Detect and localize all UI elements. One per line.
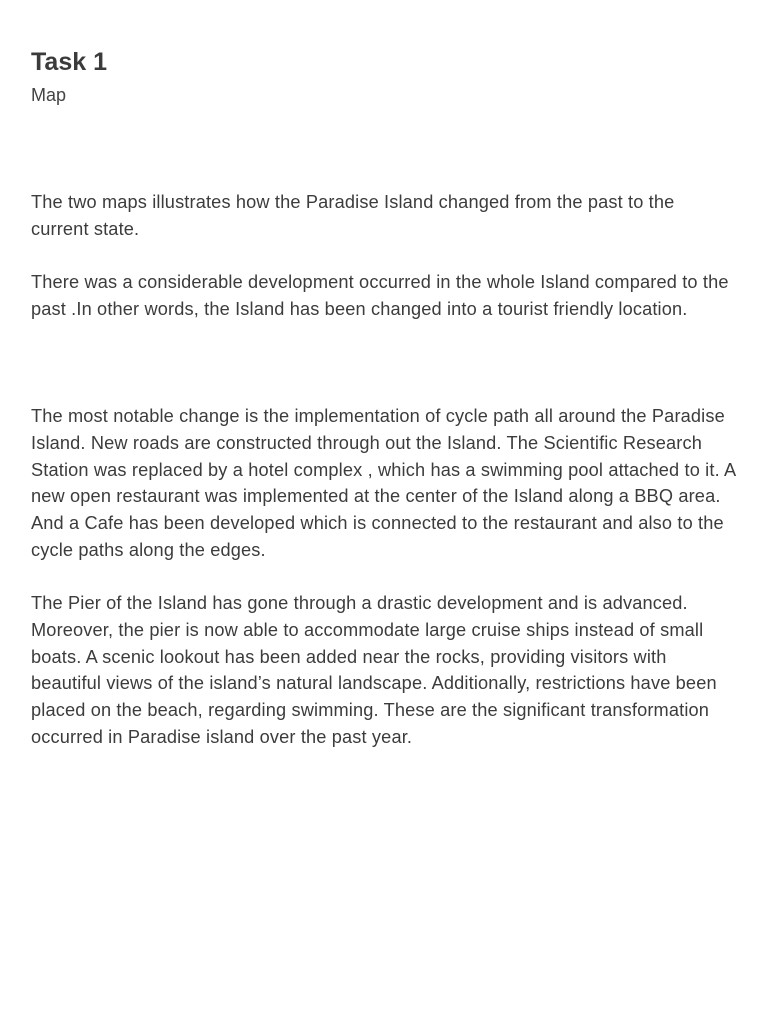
- paragraph-overview: There was a considerable development occurred in the whole Island compared to the past .In other words, the Island has been changed into a tourist friendly location.: [31, 272, 729, 319]
- paragraph-pier-changes: The Pier of the Island has gone through a drastic development and is advanced. Moreover, the pier is now able to accommodate large cruise ships instead of small boats. A scenic lookout has been added near the rocks, providing visitors with beautiful views of the island’s natural landscape. Additionally, restrictions have been placed on the beach, regarding swimming. These are the significant transformation occurred in Paradise island over the past year.: [31, 593, 717, 747]
- page-subtitle: Map: [31, 85, 67, 105]
- page-title: Task 1: [31, 48, 107, 76]
- paragraph-intro: The two maps illustrates how the Paradise Island changed from the past to the current state.: [31, 192, 675, 239]
- paragraph-main-changes: The most notable change is the implementation of cycle path all around the Paradise Island. New roads are constructed through out the Island. The Scientific Research Station was replaced by a hotel complex , which has a swimming pool attached to it. A new open restaurant was implemented at the center of the Island along a BBQ area. And a Cafe has been developed which is connected to the restaurant and also to the cycle paths along the edges.: [31, 406, 736, 560]
